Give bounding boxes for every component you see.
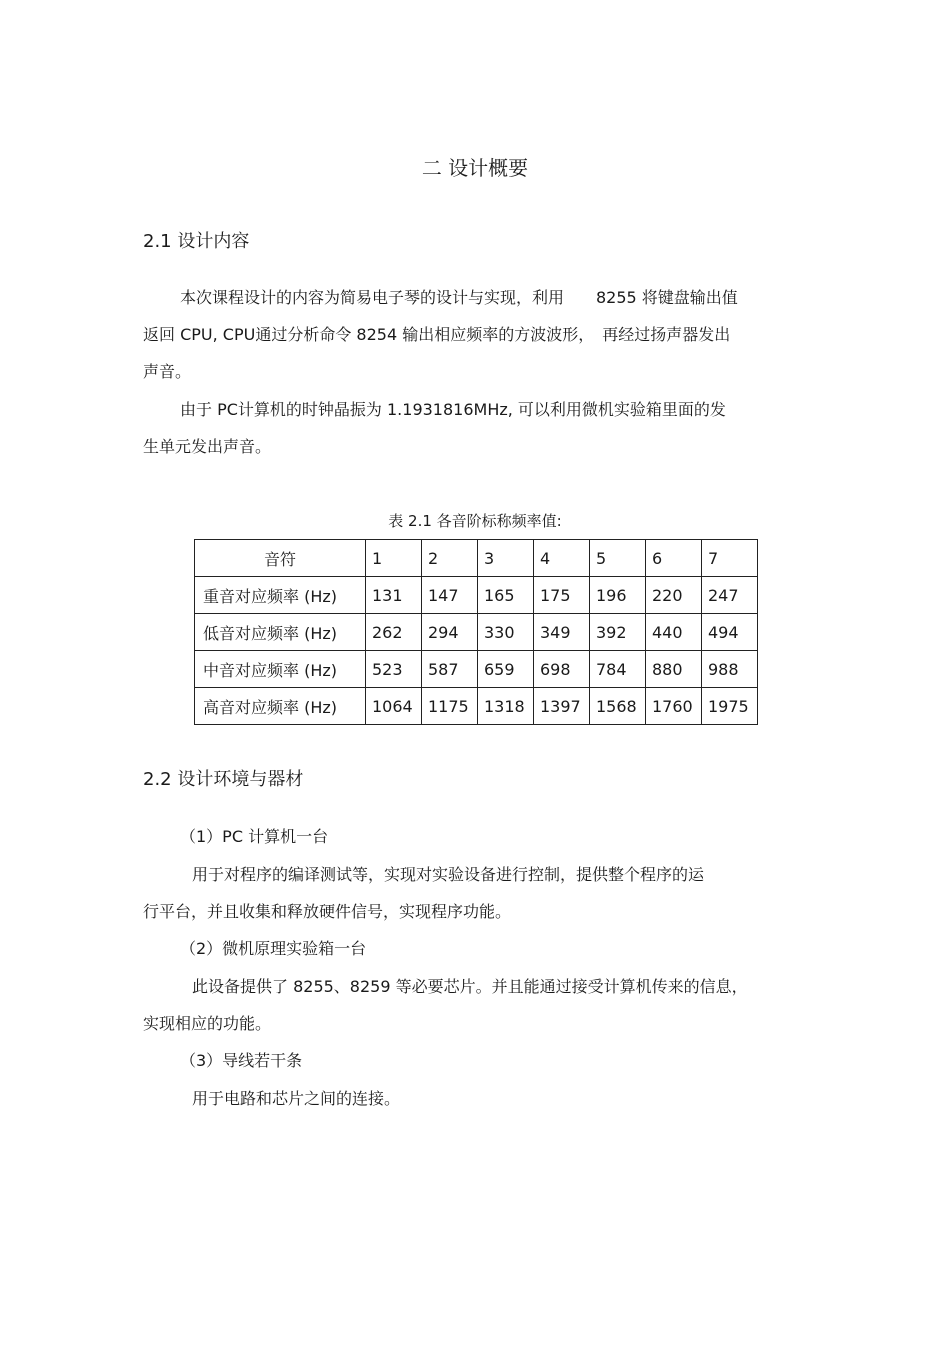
table-header-cell: 1: [366, 540, 422, 577]
table-cell: 1568: [590, 688, 646, 725]
table-cell: 587: [422, 651, 478, 688]
table-cell: 349: [534, 614, 590, 651]
table-row: [195, 577, 758, 614]
row-label-cell: 低音对应频率 (Hz): [195, 614, 366, 651]
table-cell: 784: [590, 651, 646, 688]
row-label-cell: 中音对应频率 (Hz): [195, 651, 366, 688]
table-cell: 147: [422, 577, 478, 614]
item-title: （3）导线若干条: [180, 1051, 303, 1070]
paragraph-line: 本次课程设计的内容为简易电子琴的设计与实现，利用 8255 将键盘输出值: [180, 288, 738, 307]
paragraph-line: 由于 PC计算机的时钟晶振为 1.1931816MHz, 可以利用微机实验箱里面的发: [180, 400, 726, 419]
table-cell: 262: [366, 614, 422, 651]
table-cell: 988: [702, 651, 758, 688]
table-cell: 294: [422, 614, 478, 651]
table-cell: 1318: [478, 688, 534, 725]
item-title: （2）微机原理实验箱一台: [180, 939, 367, 958]
table-cell: 131: [366, 577, 422, 614]
table-cell: 698: [534, 651, 590, 688]
table-cell: 392: [590, 614, 646, 651]
paragraph-line: 声音。: [143, 362, 192, 381]
row-label-cell: 重音对应频率 (Hz): [195, 577, 366, 614]
table-cell: 1760: [646, 688, 702, 725]
table-cell: 440: [646, 614, 702, 651]
table-row: [195, 614, 758, 651]
paragraph-line: 返回 CPU, CPU通过分析命令 8254 输出相应频率的方波波形， 再经过扬声器发出: [143, 325, 731, 344]
table-cell: 330: [478, 614, 534, 651]
table-cell: 247: [702, 577, 758, 614]
section-heading-2-1: 2.1 设计内容: [143, 231, 250, 252]
table-cell: 175: [534, 577, 590, 614]
table-cell: 1975: [702, 688, 758, 725]
table-header-cell: 音符: [195, 540, 366, 577]
table-cell: 196: [590, 577, 646, 614]
item-title: （1）PC 计算机一台: [180, 827, 329, 846]
table-header-cell: 4: [534, 540, 590, 577]
table-cell: 1064: [366, 688, 422, 725]
table-header-cell: 3: [478, 540, 534, 577]
paragraph-line: 用于电路和芯片之间的连接。: [192, 1089, 401, 1108]
table-cell: 494: [702, 614, 758, 651]
paragraph-line: 生单元发出声音。: [143, 437, 272, 456]
table-cell: 1397: [534, 688, 590, 725]
table-header-cell: 6: [646, 540, 702, 577]
table-header-cell: 2: [422, 540, 478, 577]
paragraph-line: 用于对程序的编译测试等，实现对实验设备进行控制，提供整个程序的运: [192, 865, 705, 884]
table-caption: 表 2.1 各音阶标称频率值:: [388, 512, 562, 530]
table-cell: 523: [366, 651, 422, 688]
table-row: [195, 688, 758, 725]
table-cell: 659: [478, 651, 534, 688]
page-title: 二 设计概要: [421, 156, 529, 180]
table-row: [195, 651, 758, 688]
paragraph-line: 实现相应的功能。: [143, 1014, 272, 1033]
paragraph-line: 行平台，并且收集和释放硬件信号，实现程序功能。: [143, 902, 512, 921]
table-header-cell: 7: [702, 540, 758, 577]
frequency-table: [194, 539, 758, 725]
table-cell: 880: [646, 651, 702, 688]
section-heading-2-2: 2.2 设计环境与器材: [143, 769, 304, 790]
table-cell: 220: [646, 577, 702, 614]
paragraph-line: 此设备提供了 8255、8259 等必要芯片。并且能通过接受计算机传来的信息，: [192, 977, 748, 996]
table-cell: 1175: [422, 688, 478, 725]
table-header-cell: 5: [590, 540, 646, 577]
row-label-cell: 高音对应频率 (Hz): [195, 688, 366, 725]
table-header-row: [195, 540, 758, 577]
table-cell: 165: [478, 577, 534, 614]
